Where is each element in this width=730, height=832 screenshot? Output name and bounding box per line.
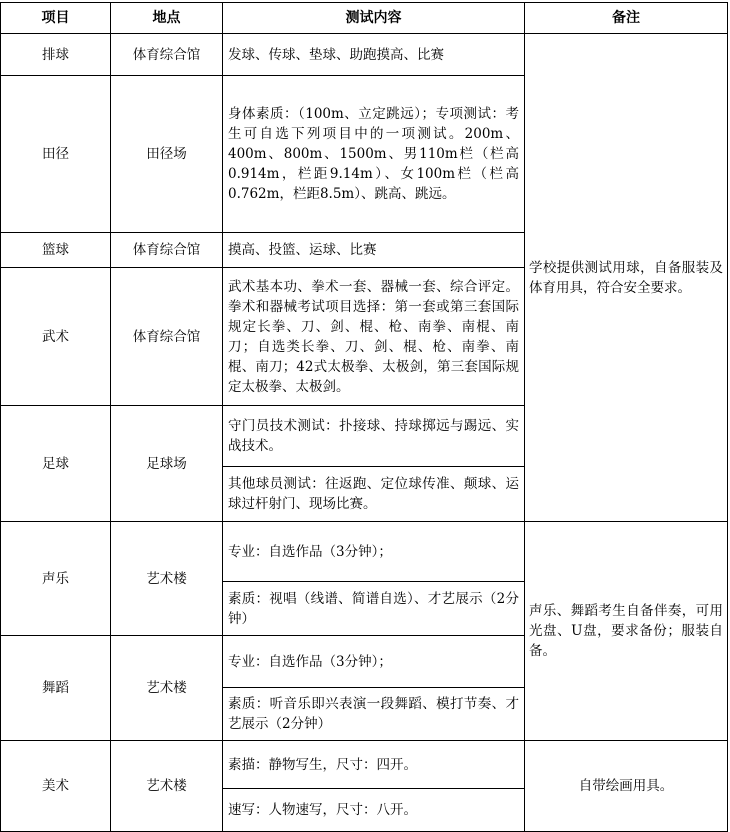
notes-music-dance: 声乐、舞蹈考生自备伴奏，可用光盘、U盘，要求备份；服装自备。	[525, 522, 728, 741]
item-volleyball: 排球	[1, 34, 111, 76]
header-content: 测试内容	[223, 3, 525, 34]
content-vocal-quality: 素质：视唱（线谱、简谱自选）、才艺展示（2分钟）	[223, 582, 525, 636]
location-dance: 艺术楼	[111, 636, 223, 741]
item-basketball: 篮球	[1, 233, 111, 268]
notes-fine-arts: 自带绘画用具。	[525, 741, 728, 832]
header-notes: 备注	[525, 3, 728, 34]
content-football-other: 其他球员测试：往返跑、定位球传准、颠球、运球过杆射门、现场比赛。	[223, 467, 525, 522]
item-fine-arts: 美术	[1, 741, 111, 832]
content-football-goalkeeper: 守门员技术测试：扑接球、持球掷远与踢远、实战技术。	[223, 406, 525, 467]
content-fine-arts-sketch: 素描：静物写生，尺寸：四开。	[223, 741, 525, 789]
location-volleyball: 体育综合馆	[111, 34, 223, 76]
header-row	[1, 3, 728, 34]
content-fine-arts-quick: 速写：人物速写，尺寸：八开。	[223, 789, 525, 832]
content-dance-quality: 素质：听音乐即兴表演一段舞蹈、模打节奏、才艺展示（2分钟）	[223, 688, 525, 741]
location-martial-arts: 体育综合馆	[111, 268, 223, 406]
table-row	[1, 741, 728, 789]
location-fine-arts: 艺术楼	[111, 741, 223, 832]
exam-schedule-table	[0, 2, 728, 832]
content-athletics: 身体素质：（100m、立定跳远）；专项测试：考生可自选下列项目中的一项测试。200m、400m、800m、1500m、男110m栏（栏高0.914m，栏距9.14m）、女100m栏（栏高0.762m，栏距8.5m）、跳高、跳远。	[223, 76, 525, 233]
location-vocal: 艺术楼	[111, 522, 223, 636]
content-martial-arts: 武术基本功、拳术一套、器械一套、综合评定。拳术和器械考试项目选择：第一套或第三套国际规定长拳、刀、剑、棍、枪、南拳、南棍、南刀；自选类长拳、刀、剑、棍、枪、南拳、南棍、南刀；42式太极拳、太极剑，第三套国际规定太极拳、太极剑。	[223, 268, 525, 406]
table-row	[1, 34, 728, 76]
table-row	[1, 522, 728, 582]
header-item: 项目	[1, 3, 111, 34]
content-basketball: 摸高、投篮、运球、比赛	[223, 233, 525, 268]
content-volleyball: 发球、传球、垫球、助跑摸高、比赛	[223, 34, 525, 76]
notes-sports: 学校提供测试用球，自备服装及体育用具，符合安全要求。	[525, 34, 728, 522]
content-dance-major: 专业：自选作品（3分钟）；	[223, 636, 525, 688]
item-athletics: 田径	[1, 76, 111, 233]
location-football: 足球场	[111, 406, 223, 522]
item-martial-arts: 武术	[1, 268, 111, 406]
location-athletics: 田径场	[111, 76, 223, 233]
header-location: 地点	[111, 3, 223, 34]
item-football: 足球	[1, 406, 111, 522]
item-dance: 舞蹈	[1, 636, 111, 741]
location-basketball: 体育综合馆	[111, 233, 223, 268]
item-vocal: 声乐	[1, 522, 111, 636]
content-vocal-major: 专业：自选作品（3分钟）；	[223, 522, 525, 582]
